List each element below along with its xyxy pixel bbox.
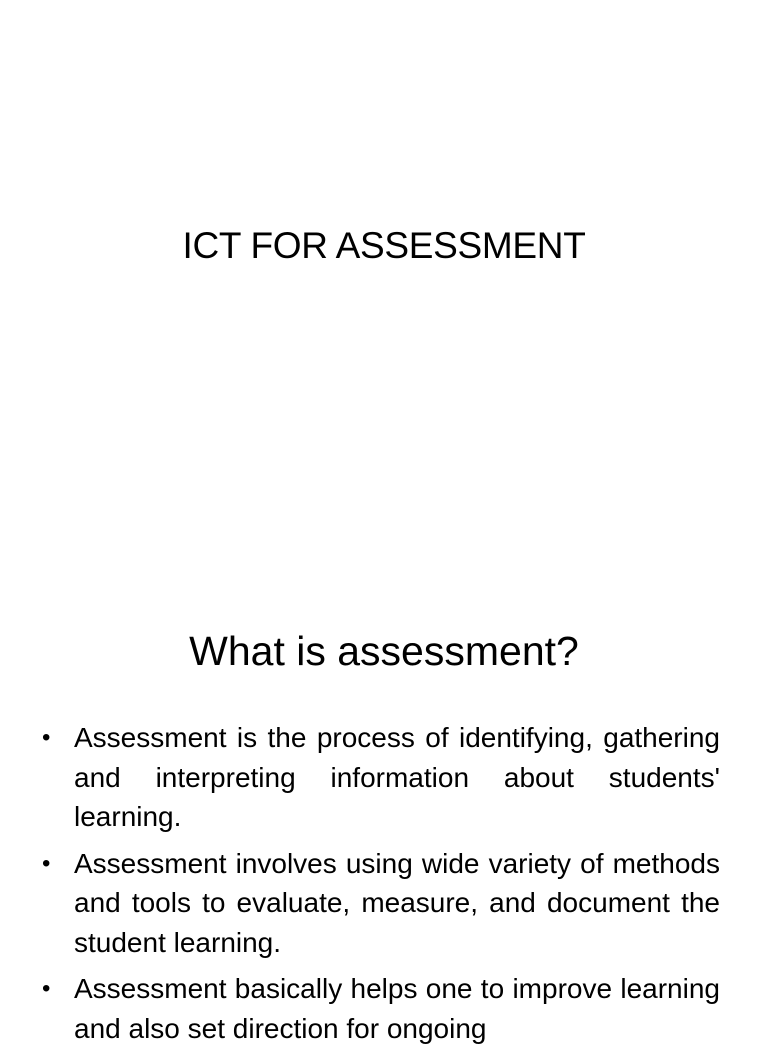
bullet-text: Assessment involves using wide variety of methods and tools to evaluate, measure, and document the student learning. <box>74 847 720 958</box>
content-slide <box>0 576 768 1044</box>
bullet-list <box>0 718 768 1055</box>
list-item <box>0 969 768 1048</box>
slide-heading: What is assessment? <box>189 628 579 674</box>
bullet-text: Assessment basically helps one to improve learning and also set direction for ongoing <box>74 973 720 1044</box>
bullet-icon: • <box>42 975 51 1002</box>
bullet-icon: • <box>42 724 51 751</box>
list-item <box>0 844 768 963</box>
bullet-icon: • <box>42 849 51 877</box>
presentation-title: ICT FOR ASSESSMENT <box>182 225 586 266</box>
list-item <box>0 718 768 837</box>
bullet-text: Assessment is the process of identifying, gathering and interpreting information about students' learning. <box>74 722 720 832</box>
